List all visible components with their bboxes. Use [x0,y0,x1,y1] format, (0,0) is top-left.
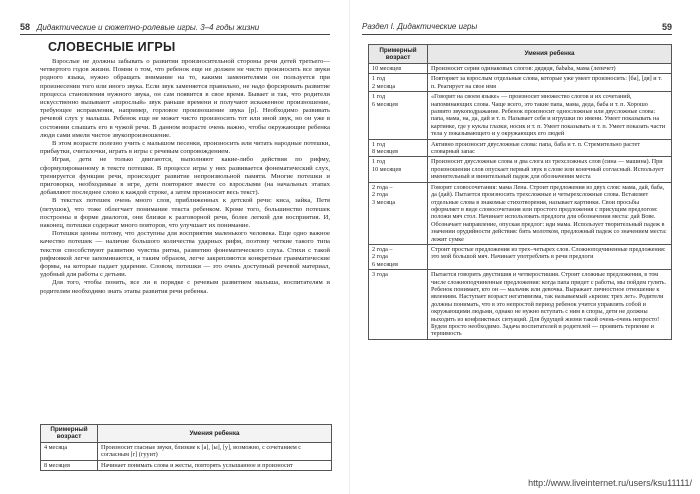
source-url-watermark: http://www.liveinternet.ru/users/ksu11111/ [528,478,692,488]
table-header-row [41,425,332,443]
age-cell: 1 год 2 месяца [369,74,428,92]
skills-cell: Произносит серии одинаковых слогов: дядядя, бababa, мама (лепечет) [428,64,672,74]
age-cell: 2 года – 2 года 6 месяцев [369,244,428,269]
age-cell: 1 год 10 месяцев [369,157,428,182]
table-row [369,244,672,269]
skills-cell: Пытается говорить двустишия и четверостишия. Строит сложные предложения, в том числе сложноподчиненные предложения: когда папа придет с работы, мы пойдем гулять. Ребенок понимает, кто он — мальчик или девочка. Выражает личностное отношение к явлениям. Наступает возраст негативизма, так называемый «кризис трех лет». Родители должны понимать, что в это непростой период ребенок учится управлять собой и окружающими людьми, однако не нужно вступать с ним в споры, дети не должны выходить из конфликтных ситуаций. Для будущей жизни такой очень-очень непросто! Будем просто необходимо. Задача воспитателей и родителей — проявить терпение и терпимость [428,270,672,340]
skills-cell: Произносит гласные звуки, близкие к [а], [ы], [у], возможно, с сочетанием с согласным [г] (гууит) [98,442,332,460]
paragraph: В этом возрасте полезно учить с малышом песенки, произносить или читать народные потешки, прибаутки, считалочки, играть в игры с речевым сопровождением. [40,140,330,156]
age-cell: 2 года – 2 года 3 месяца [369,182,428,244]
skills-cell: Начинает понимать слова и жесты, повторять услышанное и произносит [98,460,332,470]
skills-cell: Строит простые предложения из трех–четырех слов. Сложноподчиненные предложения: это мой большой мяч. Начинает употреблять в речи предлоги [428,244,672,269]
table-row [369,182,672,244]
age-cell: 10 месяцев [369,64,428,74]
skills-cell: Повторяет за взрослым отдельные слова, которые уже умеет произносить: [ба], [дя] и т. п. Реагирует на свое имя [428,74,672,92]
right-running-head-text: Раздел I. Дидактические игры [362,22,478,31]
column-header-skills: Умения ребенка [98,425,332,443]
age-cell: 1 год 6 месяцев [369,92,428,139]
column-header-skills: Умения ребенка [428,45,672,64]
table-row [369,64,672,74]
paragraph: В текстах потешек очень много слов, приближенных к детской речи: киса, зайка, Петя (петушок), что тоже облегчает понимание текста ребенком. Кроме того, большинство потешек построены в форме диалогов, они близки к разговорной речи, более легкой для восприятия. И, наконец, потешки содержат много повторов, что улучшает их понимание. [40,197,330,230]
age-cell: 1 год 8 месяцев [369,139,428,157]
paragraph: Играя, дети не только двигаются, выполняют какие-либо действия по рифму, сформулированному в тексте потешки. В процессе игры у них развивается фонематический слух, тренируется функция речи, происходит развитие непроизвольной памяти. Многие потешки и приговорки, необходимые в игре, дети повторяют вместе со взрослыми (на начальных этапах добавляют последнее слово к каждой строке, а затем произносят весь текст). [40,156,330,197]
table-row [41,442,332,460]
right-skills-table [368,44,672,340]
column-header-age: Примерный возраст [369,45,428,64]
left-running-head-text: Дидактические и сюжетно-ролевые игры. 3–4 годы жизни [36,23,260,32]
skills-cell: Активно произносит двусложные слова: папа, баба и т. п. Стремительно растет словарный запас [428,139,672,157]
table-row [369,270,672,340]
left-skills-table [40,424,332,471]
table-row [369,157,672,182]
age-cell: 8 месяцев [41,460,98,470]
table-row [369,139,672,157]
table-row [369,74,672,92]
age-cell: 4 месяца [41,442,98,460]
age-cell: 3 года [369,270,428,340]
skills-cell: «Говорит на своем языке» — произносит множество слогов и их сочетаний, напоминающих слова. Чаще всего, это такие папа, мама, деда, баба и т. п. Хорошо развито звукоподражание. Ребенок произносит односложные или двусложные слова: папа, мама, на, да, дай и т. п. Называет себя и игрушки по имени. Умеет показывать на картинке, где у куклы глазки, носик и т. п. Умеет показывать и т. п. Умеет показать части тела у показывающего и у окружающих его людей [428,92,672,139]
paragraph: Для того, чтобы понять, все ли в порядке с речевым развитием малыша, воспитателям и родителям необходимо знать этапы развития речи ребенка. [40,279,330,295]
paragraph: Потешки ценны потому, что доступны для восприятия маленького человека. Еще одно важное качество потешек — наличие большого количества ударных рифм, поэтому четкие такого типа текстов способствуют развитию чувства ритма, развитию фонематического слуха. Стихи с такой рифмовкой легче запоминаются, и таким образом, легче закрепляются конкретные грамматические формы, на которые падает ударение. Словом, потешки — это очень доступный речевой материал, удобный для работы с детьми. [40,230,330,279]
skills-cell: Произносит двусложные слова и два слога из трехсложных слов (сина — машина). При произношении слов опускает первый звук в слове или конечный согласный. Использует именительный и винительный падеж для обозначения места [428,157,672,182]
section-title: СЛОВЕСНЫЕ ИГРЫ [48,40,176,54]
right-page [350,0,700,494]
table-row [369,92,672,139]
right-header-rule [362,34,672,35]
table-header-row [369,45,672,64]
left-header-rule [20,34,330,35]
left-running-head [20,22,330,34]
left-page-number: 58 [20,22,31,32]
right-running-head [362,22,672,34]
left-body-text [40,58,330,296]
paragraph: Взрослые не должны забывать о развитии произносительной стороны речи детей третьего—четвертого годов жизни. Помни о том, что ребенок еще не должен не чисто произносить все звуки родного языка, нужно обращать внимание на то, какими заменителями он пользуется при произнесении того или иного звука. Если звук заменяется правильно, не надо форсировать развитие процесса становления нужного звука, он сам появится в свое время. Бывает и так, что родители искусственно вызывают «взрослый» звук раньше времени и получают искаженное произношение, требующее исправления, например, горловое произношение звука [р]. Необходимо развивать речевой слух у малыша. Ребенок еще не может чисто произносить тот или иной звук, но он уже в состоянии слышать его в чужой речи. В данном возрасте очень важно, чтобы окружающие ребенка люди сами имели чистое звукопроизношение. [40,58,330,139]
right-page-number: 59 [661,22,672,32]
table-row [41,460,332,470]
skills-cell: Говорит словосочетания: мама Лена. Строит предложения из двух слов: мама, дай, баба, да (дай). Пытается произносить трехсложные и четырехсложные слова. Вставляет отдельные слова в знакомые стихотворения, называет картинки. Свои просьбы оформляет в виде словосочетания или простого предложения с присущим предлогом: положи мяч стол. Начинает использовать предлоги для обозначения места: дай Вове. Обозначает направление, опуская предлог: иди мама. Использует творительный падеж в значении орудийности действия: бить молотком, предложный падеж со значением места: лежит сумке [428,182,672,244]
column-header-age: Примерный возраст [41,425,98,443]
